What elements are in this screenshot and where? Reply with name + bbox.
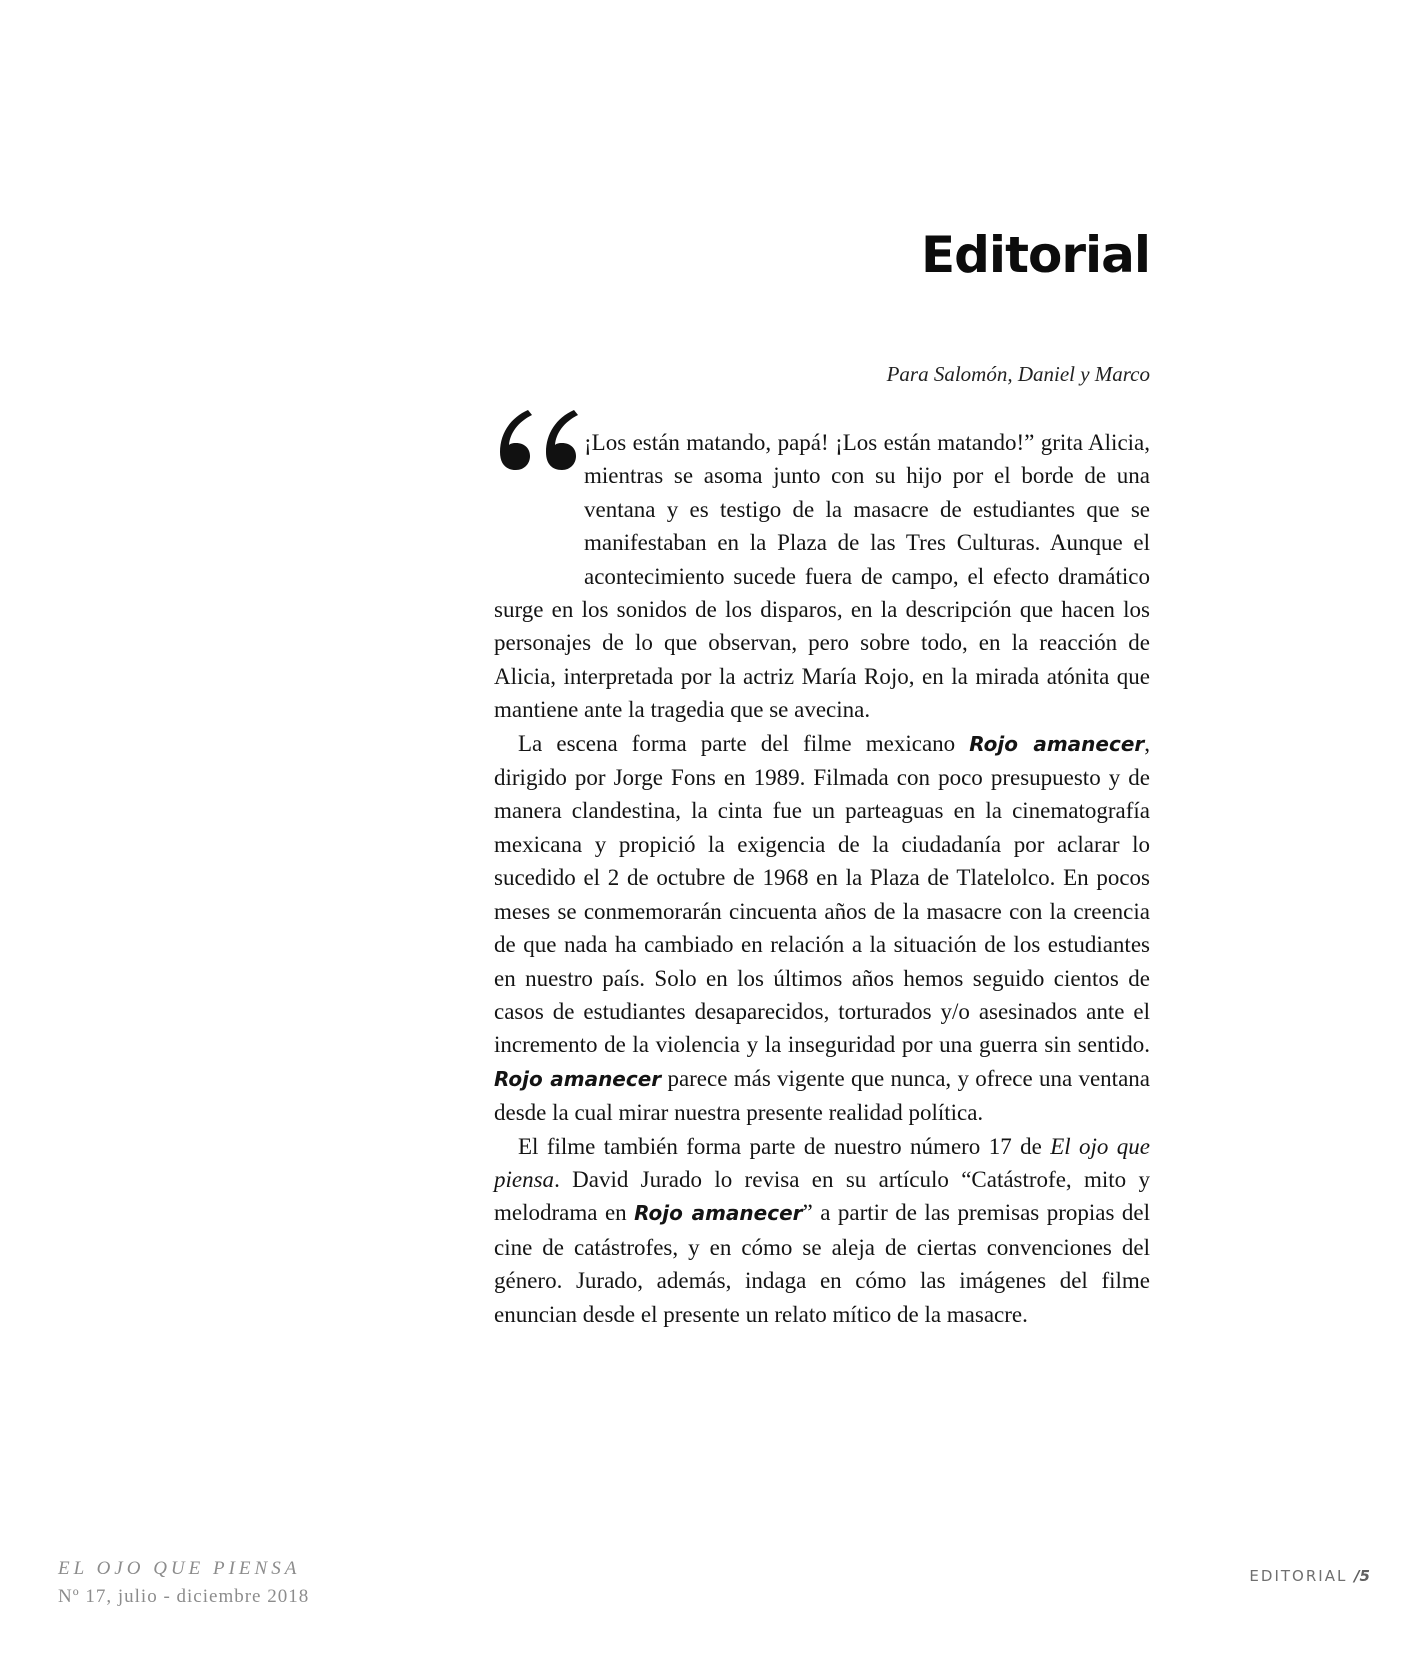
- film-title: Rojo amanecer: [634, 1201, 803, 1226]
- dedication: Para Salomón, Daniel y Marco: [886, 362, 1150, 386]
- editorial-body: [494, 426, 1150, 1331]
- film-title: Rojo amanecer: [969, 731, 1145, 756]
- paragraph-1: ¡Los están matando, papá! ¡Los están matando!” grita Alicia, mientras se asoma junto con su hijo por el borde de una ventana y es testigo de la masacre de estudiantes que se manifestaban en la Plaza de las Tres Culturas. Aunque el acontecimiento sucede fuera de campo, el efecto dramático surge en los sonidos de los disparos, en la descripción que hacen los personajes de lo que observan, pero sobre todo, en la reacción de Alicia, interpretada por la actriz María Rojo, en la mirada atónita que mantiene ante la tragedia que se avecina.: [494, 430, 1150, 723]
- footer-page-label: [1249, 1567, 1370, 1585]
- footer-magazine-name: EL OJO QUE PIENSA: [58, 1558, 301, 1579]
- page-number: /5: [1354, 1567, 1370, 1585]
- footer-issue: Nº 17, julio - diciembre 2018: [58, 1586, 310, 1607]
- paragraph-3: El filme también forma parte de nuestro número 17 de El ojo que piensa. David Jurado lo revisa en su artículo “Catástrofe, mito y melodrama en Rojo amanecer” a partir de las premisas propias del cine de catástrofes, y en cómo se aleja de ciertas convenciones del género. Jurado, además, indaga en cómo las imágenes del filme enuncian desde el presente un relato mítico de la masacre.: [494, 1133, 1151, 1327]
- page-title: Editorial: [920, 226, 1150, 284]
- film-title: Rojo amanecer: [494, 1066, 662, 1091]
- footer-publication: [58, 1555, 309, 1611]
- paragraph-2: La escena forma parte del filme mexicano Rojo amanecer, dirigido por Jorge Fons en 1989. Filmada con poco presupuesto y de manera clandestina, la cinta fue un parteaguas en la cinematografía mexicana y propició la exigencia de la ciudadanía por aclarar lo sucedido el 2 de octubre de 1968 en la Plaza de Tlatelolco. En pocos meses se conmemorarán cincuenta años de la masacre con la creencia de que nada ha cambiado en relación a la situación de los estudiantes en nuestro país. Solo en los últimos años hemos seguido cientos de casos de estudiantes desaparecidos, torturados y/o asesinados ante el incremento de la violencia y la inseguridad por una guerra sin sentido. Rojo amanecer parece más vigente que nunca, y ofrece una ventana desde la cual mirar nuestra presente realidad política.: [494, 730, 1150, 1126]
- magazine-title-inline: El ojo que piensa: [494, 1133, 1150, 1192]
- footer-section: EDITORIAL: [1249, 1567, 1355, 1585]
